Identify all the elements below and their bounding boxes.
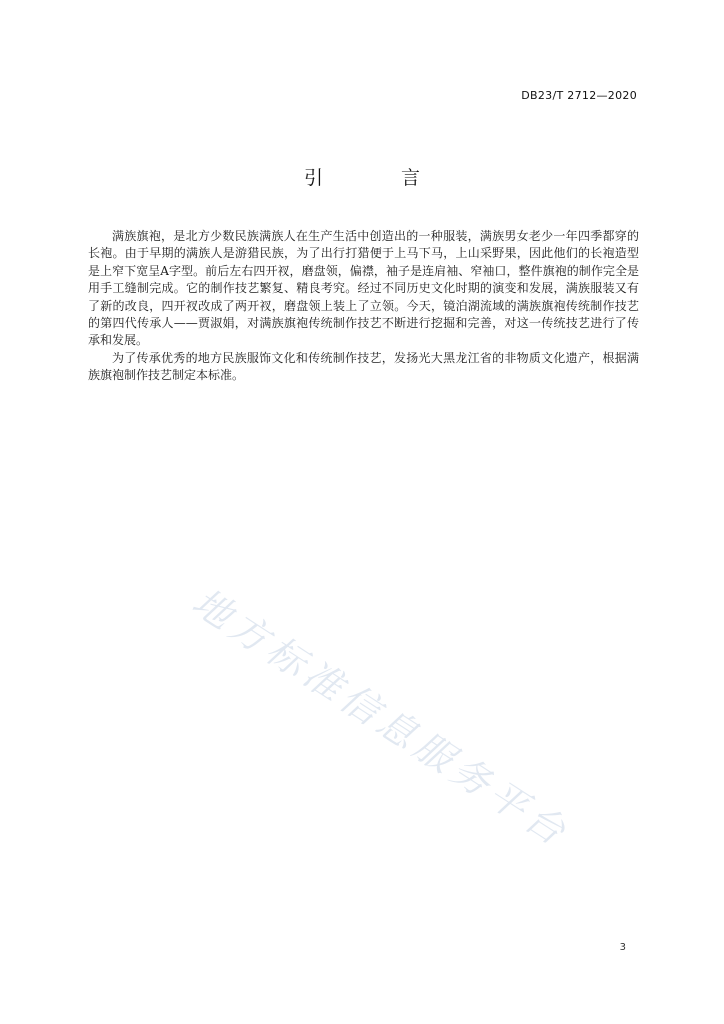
paragraph-1: 满族旗袍，是北方少数民族满族人在生产生活中创造出的一种服装，满族男女老少一年四季都穿的长袍。由于早期的满族人是游猎民族，为了出行打猎便于上马下马，上山采野果，因此他们的长袍造型是上窄下宽呈A字型。前后左右四开衩，磨盘领，偏襟，袖子是连肩袖、窄袖口，整件旗袍的制作完全是用手工缝制完成。它的制作技艺繁复、精良考究。经过不同历史文化时期的演变和发展，满族服装又有了新的改良，四开衩改成了两开衩，磨盘领上装上了立领。今天，镜泊湖流域的满族旗袍传统制作技艺的第四代传承人——贾淑娟，对满族旗袍传统制作技艺不断进行挖掘和完善，对这一传统技艺进行了传承和发展。 — [88, 229, 639, 348]
standard-number: DB23/T 2712—2020 — [521, 89, 637, 102]
page-title: 引 言 — [303, 167, 457, 189]
watermark: 地方标准信息服务平台 — [184, 579, 578, 857]
paragraph-2: 为了传承优秀的地方民族服饰文化和传统制作技艺，发扬光大黑龙江省的非物质文化遗产，根据满族旗袍制作技艺制定本标准。 — [88, 350, 639, 383]
body-text — [88, 228, 639, 385]
page-number: 3 — [619, 942, 626, 953]
